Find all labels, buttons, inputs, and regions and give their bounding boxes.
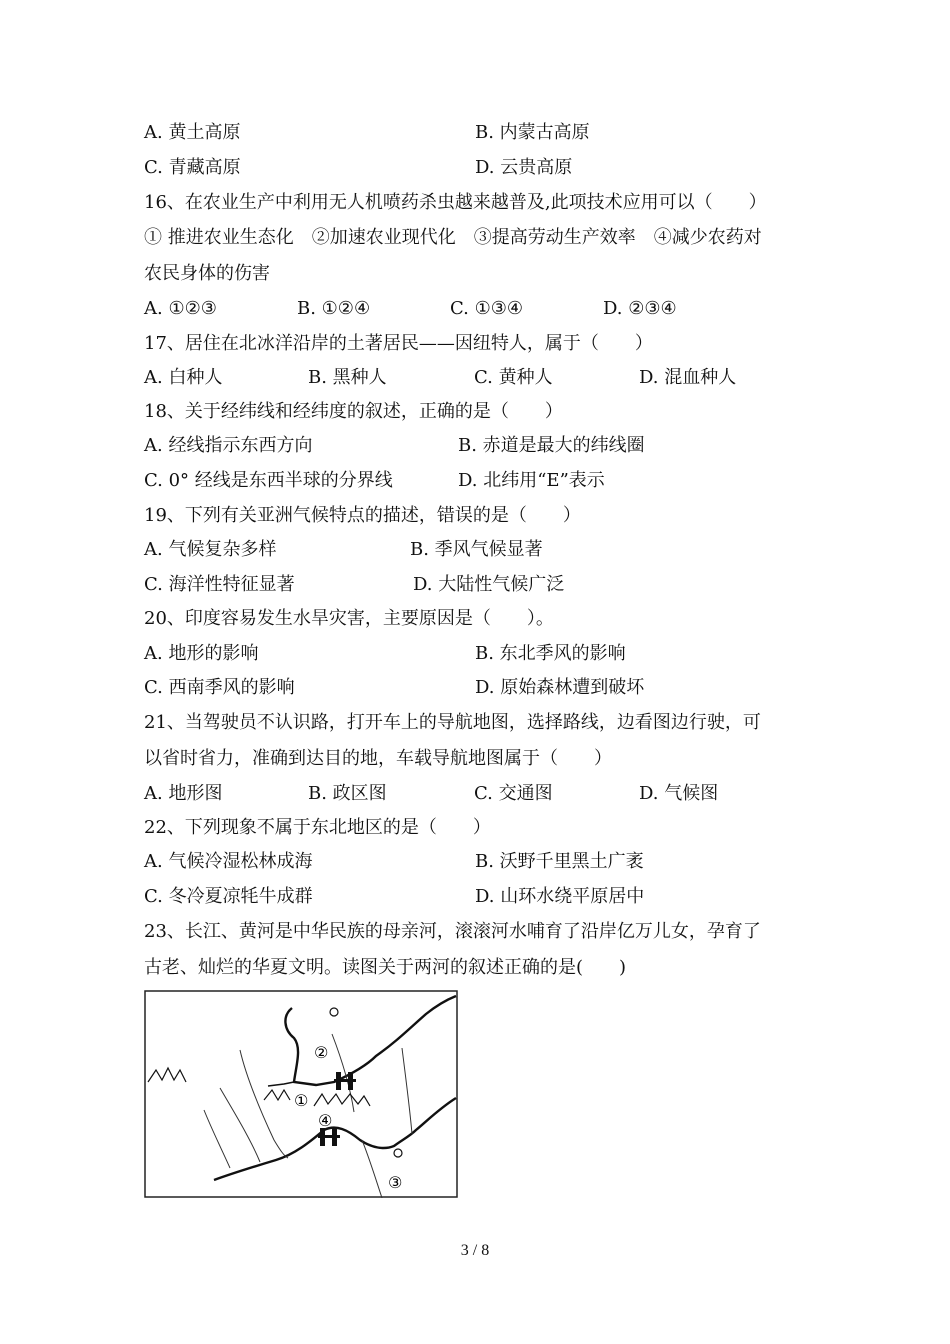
q17-stem: 17、居住在北冰洋沿岸的土著居民——因纽特人，属于（ ） (144, 333, 653, 354)
q15-option-c: C. 青藏高原 (144, 157, 241, 178)
q22-option-a: A. 气候冷湿松林成海 (144, 851, 313, 872)
q15-option-a: A. 黄土高原 (144, 122, 241, 143)
q15-option-b: B. 内蒙古高原 (475, 122, 590, 143)
q16-option-b: B. ①②④ (297, 298, 371, 319)
q22-option-b: B. 沃野千里黑土广袤 (475, 851, 644, 872)
q20-stem: 20、印度容易发生水旱灾害，主要原因是（ ）。 (144, 608, 554, 629)
q22-stem: 22、下列现象不属于东北地区的是（ ） (144, 817, 491, 838)
q17-option-a: A. 白种人 (144, 367, 223, 388)
q17-option-c: C. 黄种人 (474, 367, 553, 388)
q23-stem-line1: 23、长江、黄河是中华民族的母亲河，滚滚河水哺育了沿岸亿万儿女，孕育了 (144, 921, 761, 942)
q19-stem: 19、下列有关亚洲气候特点的描述，错误的是（ ） (144, 505, 581, 526)
q18-option-b: B. 赤道是最大的纬线圈 (458, 435, 645, 456)
q16-stem: 16、在农业生产中利用无人机喷药杀虫越来越普及,此项技术应用可以（ ） (144, 192, 767, 213)
q17-option-d: D. 混血种人 (639, 367, 737, 388)
map-label-1: ① (294, 1091, 309, 1110)
q18-stem: 18、关于经纬线和经纬度的叙述，正确的是（ ） (144, 401, 563, 422)
q20-option-a: A. 地形的影响 (144, 643, 259, 664)
q20-option-c: C. 西南季风的影响 (144, 677, 295, 698)
map-label-2: ② (314, 1043, 329, 1062)
q16-items-line1: ① 推进农业生态化 ②加速农业现代化 ③提高劳动生产效率 ④减少农药对 (144, 227, 762, 248)
q21-option-a: A. 地形图 (144, 783, 223, 804)
q19-option-d: D. 大陆性气候广泛 (413, 574, 565, 595)
q17-option-b: B. 黑种人 (308, 367, 387, 388)
q20-option-b: B. 东北季风的影响 (475, 643, 626, 664)
q18-option-c: C. 0° 经线是东西半球的分界线 (144, 470, 393, 491)
q22-option-d: D. 山环水绕平原居中 (475, 886, 645, 907)
page-number: 3 / 8 (460, 1242, 490, 1259)
q21-option-d: D. 气候图 (639, 783, 719, 804)
map-label-4: ④ (318, 1111, 333, 1130)
q19-option-a: A. 气候复杂多样 (144, 539, 277, 560)
q16-items-line2: 农民身体的伤害 (144, 263, 270, 284)
river-map (144, 990, 458, 1198)
q15-option-d: D. 云贵高原 (475, 157, 573, 178)
q22-option-c: C. 冬冷夏凉牦牛成群 (144, 886, 313, 907)
q21-stem-line2: 以省时省力，准确到达目的地，车载导航地图属于（ ） (144, 748, 612, 769)
q21-option-b: B. 政区图 (308, 783, 387, 804)
q19-option-c: C. 海洋性特征显著 (144, 574, 295, 595)
q21-stem-line1: 21、当驾驶员不认识路，打开车上的导航地图，选择路线，边看图边行驶，可 (144, 712, 761, 733)
q16-option-c: C. ①③④ (450, 298, 523, 319)
yangtze-mouth-dot (394, 1149, 402, 1157)
q16-option-a: A. ①②③ (144, 298, 217, 319)
q18-option-a: A. 经线指示东西方向 (144, 435, 313, 456)
q16-option-d: D. ②③④ (603, 298, 677, 319)
map-label-3: ③ (388, 1173, 403, 1192)
q21-option-c: C. 交通图 (474, 783, 553, 804)
q19-option-b: B. 季风气候显著 (410, 539, 543, 560)
q18-option-d: D. 北纬用“E”表示 (458, 470, 605, 491)
q20-option-d: D. 原始森林遭到破坏 (475, 677, 645, 698)
yellow-river-source-dot (330, 1008, 338, 1016)
q23-stem-line2: 古老、灿烂的华夏文明。读图关于两河的叙述正确的是( ) (144, 957, 627, 978)
